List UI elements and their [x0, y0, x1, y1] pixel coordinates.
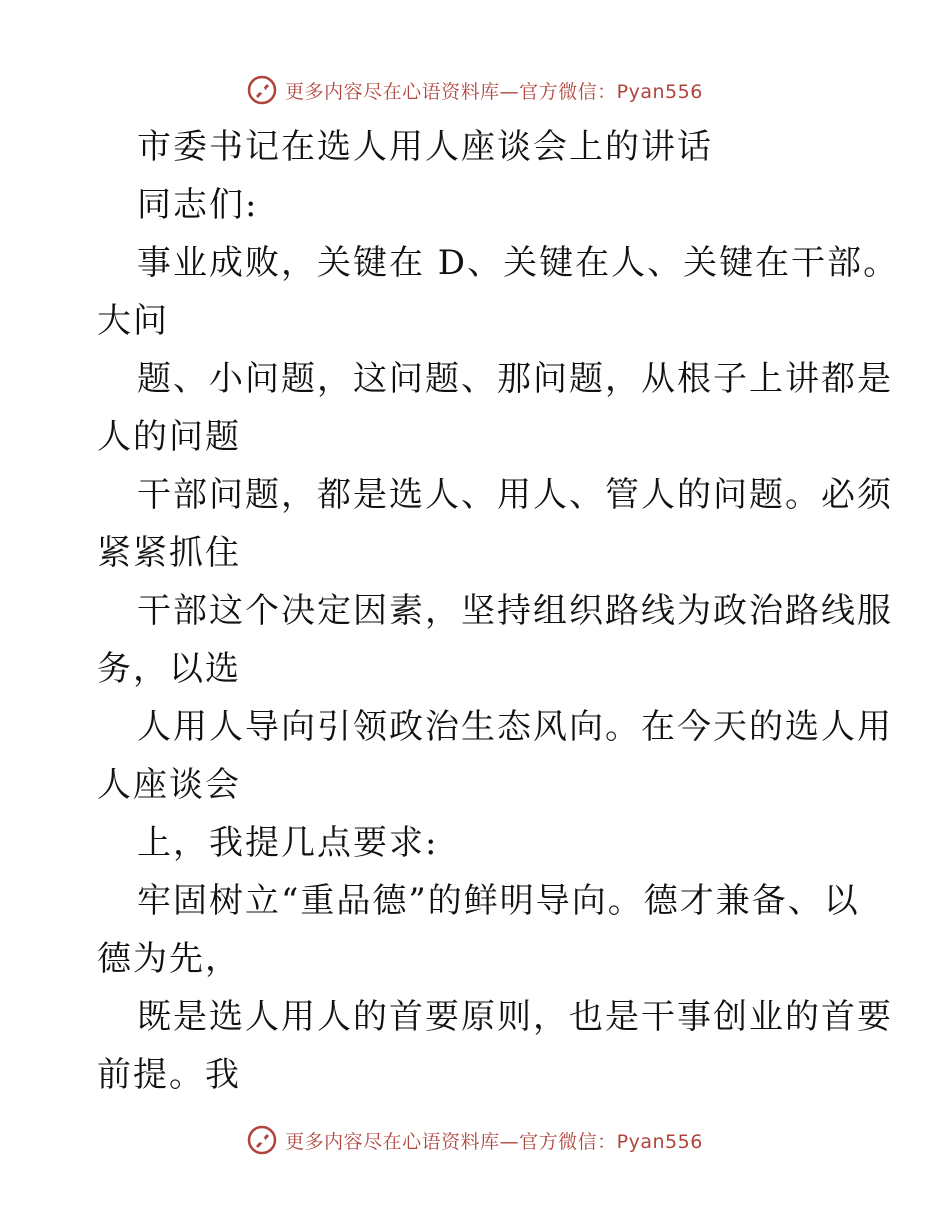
text-line: 德为先，	[97, 939, 241, 979]
text-line: 既是选人用人的首要原则，也是干事创业的首要	[137, 997, 893, 1037]
watermark-text: 更多内容尽在心语资料库—官方微信：Pyan556	[285, 1130, 703, 1153]
text-line: 紧紧抓住	[97, 533, 241, 573]
text-line: 上，我提几点要求:	[137, 823, 439, 863]
text-line: 人的问题	[97, 417, 241, 457]
text-line: 干部问题，都是选人、用人、管人的问题。必须	[137, 475, 893, 515]
text-line: 前提。我	[97, 1055, 241, 1095]
text-line: 务，以选	[97, 649, 241, 689]
text-line: 干部这个决定因素，坚持组织路线为政治路线服	[137, 591, 893, 631]
pen-logo-icon	[247, 75, 277, 105]
header-watermark	[0, 70, 950, 110]
document-body	[97, 118, 900, 1104]
watermark-text: 更多内容尽在心语资料库—官方微信：Pyan556	[285, 80, 703, 103]
text-line: 人座谈会	[97, 765, 241, 805]
pen-logo-icon	[247, 1125, 277, 1155]
text-line: 大问	[97, 301, 169, 341]
text-line: 牢固树立“重品德”的鲜明导向。德才兼备、以	[137, 881, 860, 921]
footer-watermark	[0, 1120, 950, 1160]
text-line: 事业成败，关键在 D、关键在人、关键在干部。	[137, 243, 900, 283]
text-line: 人用人导向引领政治生态风向。在今天的选人用	[137, 707, 893, 747]
text-line: 同志们:	[137, 185, 259, 225]
text-line: 市委书记在选人用人座谈会上的讲话	[137, 127, 713, 167]
text-line: 题、小问题，这问题、那问题，从根子上讲都是	[137, 359, 893, 399]
